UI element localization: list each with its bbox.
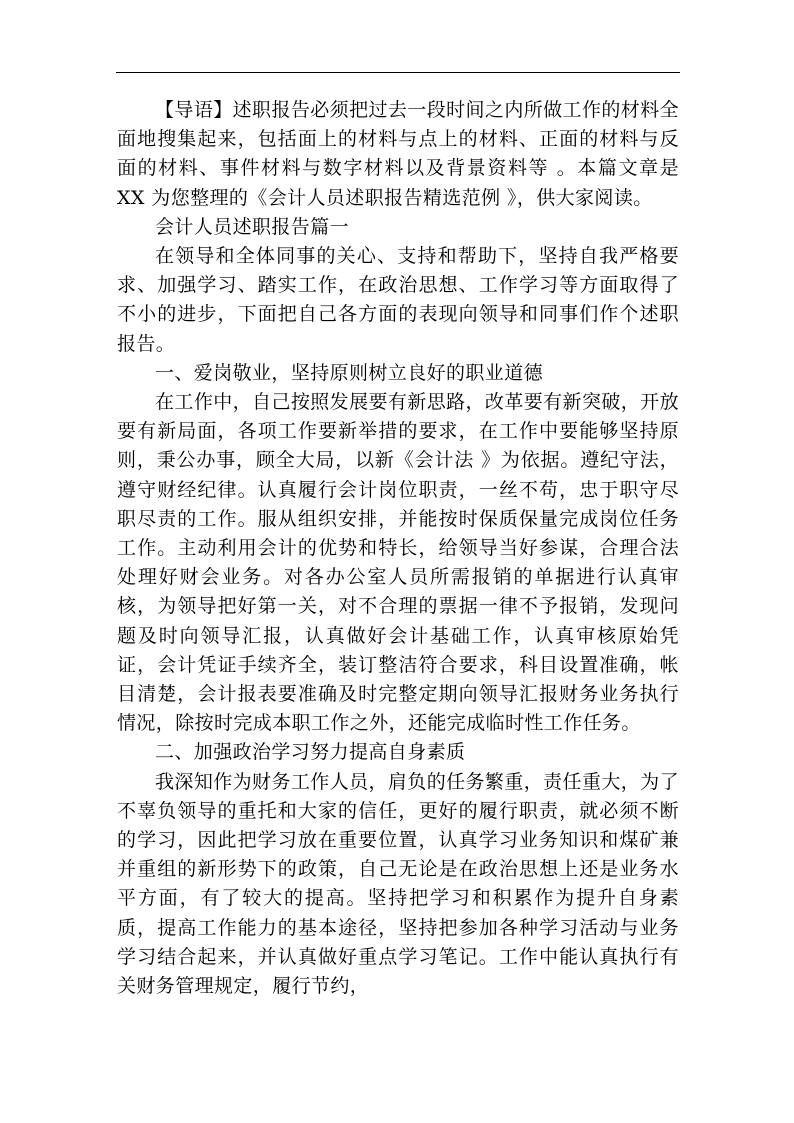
header-rule [116, 72, 680, 73]
section-heading-1: 一、爱岗敬业，坚持原则树立良好的职业道德 [155, 361, 544, 384]
body-paragraph: 在领导和全体同事的关心、支持和帮助下，坚持自我严格要求、加强学习、踏实工作，在政治思想、工作学习等方面取得了不小的进步，下面把自己各方面的表现向领导和同事们作个述职报告。 [117, 245, 679, 355]
body-paragraph: 在工作中，自己按照发展要有新思路，改革要有新突破，开放要有新局面，各项工作要新举措的要求，在工作中要能够坚持原则，秉公办事，顾全大局，以新《会计法 》为依据。遵纪守法，遵守财经纪律。认真履行会计岗位职责，一丝不苟，忠于职守尽职尽责的工作。服从组织安排，并能按时保质保量完成岗位任务工作。主动利用会计的优势和特长，给领导当好参谋，合理合法处理好财会业务。对各办公室人员所需报销的单据进行认真审核，为领导把好第一关，对不合理的票据一律不予报销，发现问题及时向领导汇报，认真做好会计基础工作，认真审核原始凭证，会计凭证手续齐全，装订整洁符合要求，科目设置准确，帐目清楚，会计报表要准确及时完整定期向领导汇报财务业务执行情况，除按时完成本职工作之外，还能完成临时性工作任务。 [117, 391, 679, 735]
document-body [117, 96, 679, 1001]
intro-paragraph: 【导语】述职报告必须把过去一段时间之内所做工作的材料全面地搜集起来，包括面上的材料与点上的材料、正面的材料与反面的材料、事件材料与数字材料以及背景资料等 。本篇文章是 XX 为您整理的《会计人员述职报告精选范例 》，供大家阅读。 [117, 99, 679, 209]
section-title: 会计人员述职报告篇一 [155, 215, 350, 238]
section-heading-2: 二、加强政治学习努力提高自身素质 [155, 741, 466, 764]
body-paragraph: 我深知作为财务工作人员，肩负的任务繁重，责任重大，为了不辜负领导的重托和大家的信任，更好的履行职责，就必须不断的学习，因此把学习放在重要位置，认真学习业务知识和煤矿兼并重组的新形势下的政策，自己无论是在政治思想上还是业务水平方面，有了较大的提高。坚持把学习和积累作为提升自身素质，提高工作能力的基本途径，坚持把参加各种学习活动与业务学习结合起来，并认真做好重点学习笔记。工作中能认真执行有关财务管理规定，履行节约， [117, 770, 679, 998]
